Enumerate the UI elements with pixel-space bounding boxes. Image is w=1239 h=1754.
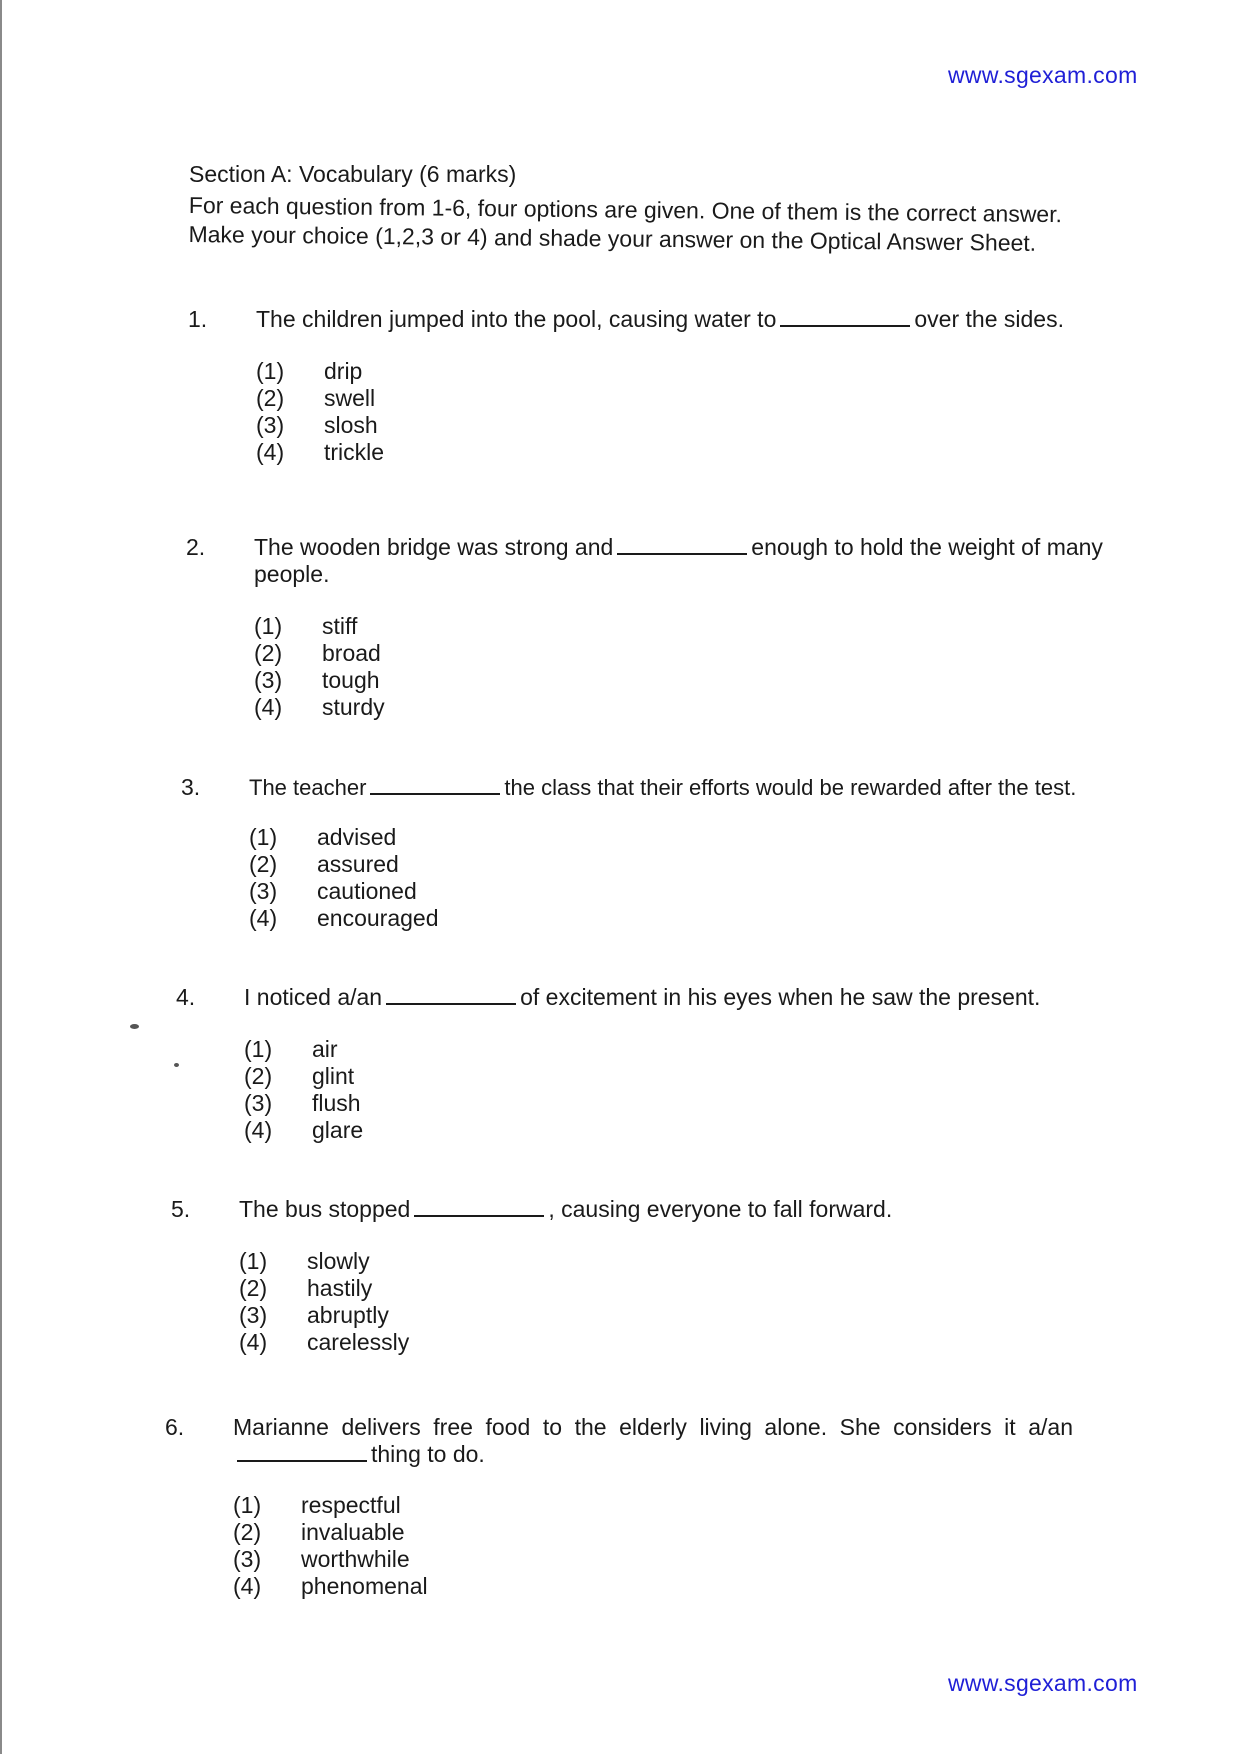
question-number: 6.: [165, 1414, 185, 1440]
option-number: (4): [233, 1573, 262, 1599]
option-number: (3): [249, 878, 278, 904]
question-number: 5.: [171, 1196, 191, 1222]
question-text-before: I noticed a/an: [244, 984, 383, 1010]
option-text: slosh: [324, 412, 378, 438]
option-text: slowly: [307, 1248, 370, 1274]
question-text: [249, 774, 1149, 801]
question-number: 1.: [188, 306, 208, 332]
option-number: (1): [244, 1036, 273, 1062]
question-text: [233, 1414, 1073, 1468]
option-number: (2): [249, 851, 278, 877]
option-text: respectful: [301, 1492, 401, 1518]
answer-blank: [617, 535, 747, 555]
option-text: assured: [317, 851, 399, 877]
answer-blank: [414, 1197, 544, 1217]
option-text: glint: [312, 1063, 355, 1089]
option-text: tough: [322, 667, 380, 693]
option-text: hastily: [307, 1275, 373, 1301]
question-text-before: The bus stopped: [239, 1196, 411, 1222]
scan-speck: [174, 1063, 179, 1067]
option-number: (4): [254, 694, 283, 720]
question-number: 2.: [186, 534, 206, 560]
question-number: 3.: [181, 774, 201, 800]
question-text-before: Marianne delivers free food to the elderly living alone. She considers it a/an: [233, 1414, 1073, 1440]
option-number: (2): [244, 1063, 273, 1089]
question-text: [239, 1196, 1139, 1223]
question-text-after: the class that their efforts would be rewarded after the test.: [504, 775, 1077, 800]
option-text: invaluable: [301, 1519, 405, 1545]
question-text-after: thing to do.: [371, 1441, 485, 1467]
question-text: [256, 306, 1136, 333]
option-number: (2): [254, 640, 283, 666]
question-text-before: The wooden bridge was strong and: [254, 534, 614, 560]
option-number: (1): [233, 1492, 262, 1518]
option-text: broad: [322, 640, 381, 666]
option-number: (3): [244, 1090, 273, 1116]
option-text: air: [312, 1036, 338, 1062]
option-number: (4): [256, 439, 285, 465]
answer-blank: [237, 1442, 367, 1462]
option-number: (4): [239, 1329, 268, 1355]
option-number: (4): [249, 905, 278, 931]
question-text: [254, 534, 1124, 588]
option-number: (1): [254, 613, 283, 639]
option-number: (2): [256, 385, 285, 411]
option-text: abruptly: [307, 1302, 389, 1328]
option-number: (3): [254, 667, 283, 693]
option-text: flush: [312, 1090, 361, 1116]
question-text-after: of excitement in his eyes when he saw the present.: [520, 984, 1041, 1010]
option-number: (1): [249, 824, 278, 850]
option-text: advised: [317, 824, 397, 850]
question-text-before: The teacher: [249, 775, 367, 800]
scan-speck: [130, 1024, 139, 1029]
option-number: (1): [256, 358, 285, 384]
question-text-after: enough to hold the weight of many people.: [254, 534, 1103, 587]
option-text: glare: [312, 1117, 364, 1143]
option-number: (3): [239, 1302, 268, 1328]
question-text-after: over the sides.: [914, 306, 1064, 332]
option-text: drip: [324, 358, 363, 384]
option-text: encouraged: [317, 905, 439, 931]
option-text: worthwhile: [301, 1546, 410, 1572]
option-number: (1): [239, 1248, 268, 1274]
option-text: phenomenal: [301, 1573, 428, 1599]
question-text-before: The children jumped into the pool, causing water to: [256, 306, 777, 332]
option-text: sturdy: [322, 694, 385, 720]
option-text: stiff: [322, 613, 358, 639]
option-text: trickle: [324, 439, 385, 465]
option-number: (3): [233, 1546, 262, 1572]
page-edge: [0, 0, 2, 1754]
question-text-after: , causing everyone to fall forward.: [548, 1196, 893, 1222]
answer-blank: [370, 775, 500, 795]
section-title: Section A: Vocabulary (6 marks): [189, 161, 517, 187]
option-text: cautioned: [317, 878, 417, 904]
option-text: carelessly: [307, 1329, 410, 1355]
option-text: swell: [324, 385, 376, 411]
header-url[interactable]: www.sgexam.com: [948, 62, 1138, 88]
option-number: (2): [233, 1519, 262, 1545]
option-number: (3): [256, 412, 285, 438]
question-number: 4.: [176, 984, 196, 1010]
answer-blank: [780, 307, 910, 327]
answer-blank: [386, 985, 516, 1005]
footer-url[interactable]: www.sgexam.com: [948, 1670, 1138, 1696]
option-number: (4): [244, 1117, 273, 1143]
question-text: [244, 984, 1144, 1011]
section-instructions: For each question from 1-6, four options are given. One of them is the correct answer. Make your choice (1,2,3 or 4) and shade your answer on the Optical Answer Sheet.: [188, 191, 1063, 256]
option-number: (2): [239, 1275, 268, 1301]
